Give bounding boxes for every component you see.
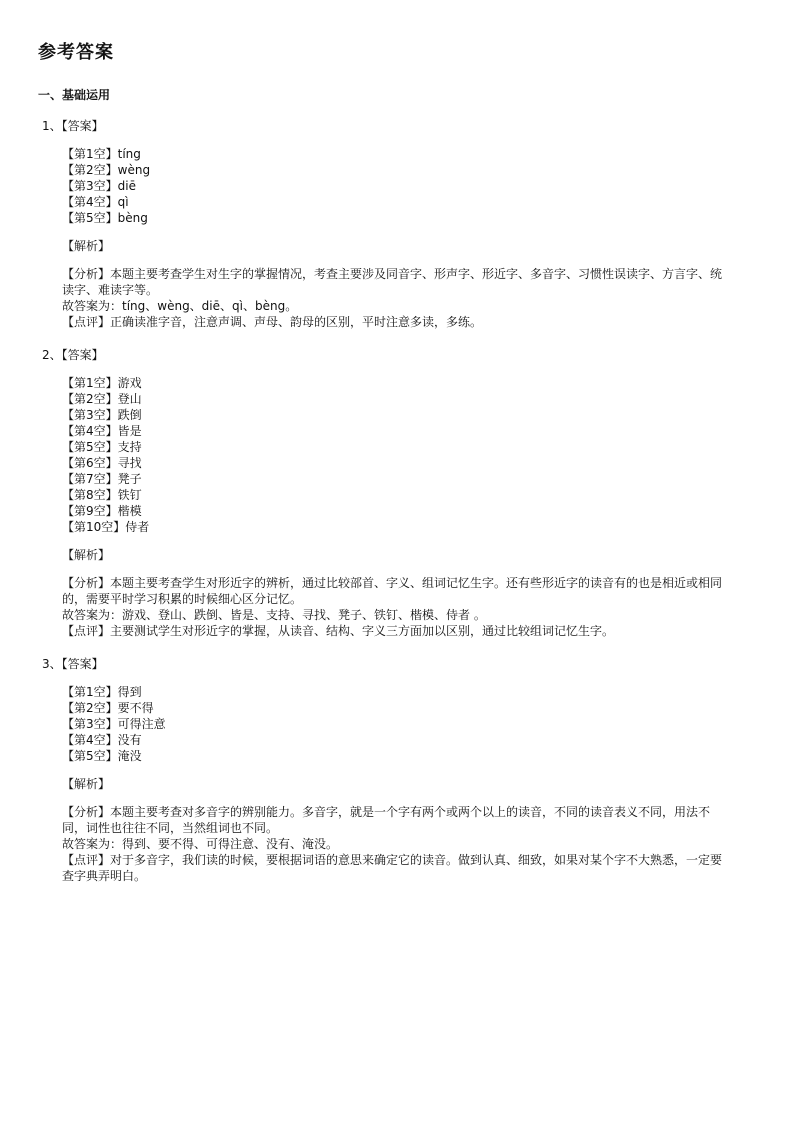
answer-blank-7: 【第7空】凳子 [62, 472, 142, 486]
answer-blank-3: 【第3空】跌倒 [62, 408, 142, 422]
analysis-text: 【分析】本题主要考查学生对生字的掌握情况，考查主要涉及同音字、形声字、形近字、多音字、习惯性误读字、方言字、统读字、难读字等。 [62, 267, 723, 297]
answer-blank-2: 【第2空】要不得 [62, 701, 154, 715]
answer-blank-5: 【第5空】淹没 [62, 749, 142, 763]
answer-blank-2: 【第2空】wèng [62, 163, 151, 177]
comment-text: 【点评】正确读准字音，注意声调、声母、韵母的区别，平时注意多读，多练。 [62, 315, 483, 329]
answer-blank-4: 【第4空】qì [62, 195, 129, 209]
page-title: 参考答案 [38, 42, 114, 63]
answer-blank-8: 【第8空】铁钉 [62, 488, 142, 502]
question-1-header: 1、【答案】 [42, 119, 104, 133]
question-1-body [62, 146, 722, 330]
answer-summary: 故答案为：tíng、wèng、diē、qì、bèng。 [62, 299, 298, 313]
analysis-text: 【分析】本题主要考查对多音字的辨别能力。多音字，就是一个字有两个或两个以上的读音，不同的读音表义不同，用法不同，词性也往往不同，当然组词也不同。 [62, 805, 711, 835]
analysis-label: 【解析】 [62, 548, 111, 562]
answer-summary: 故答案为：游戏、登山、跌倒、皆是、支持、寻找、凳子、铁钉、楷模、侍者 。 [62, 608, 486, 622]
section-heading: 一、基础运用 [38, 88, 111, 102]
question-3-header: 3、【答案】 [42, 657, 104, 671]
answer-blank-1: 【第1空】游戏 [62, 376, 142, 390]
answer-blank-5: 【第5空】支持 [62, 440, 142, 454]
question-3-body [62, 684, 722, 884]
analysis-label: 【解析】 [62, 239, 111, 253]
answer-blank-1: 【第1空】得到 [62, 685, 142, 699]
answer-blank-10: 【第10空】侍者 [62, 520, 150, 534]
answer-blank-6: 【第6空】寻找 [62, 456, 142, 470]
comment-text: 【点评】主要测试学生对形近字的掌握，从读音、结构、字义三方面加以区别，通过比较组词记忆生字。 [62, 624, 615, 638]
answer-blank-3: 【第3空】可得注意 [62, 717, 166, 731]
question-2-header: 2、【答案】 [42, 348, 104, 362]
analysis-label: 【解析】 [62, 777, 111, 791]
answer-blank-4: 【第4空】没有 [62, 733, 142, 747]
answer-blank-9: 【第9空】楷模 [62, 504, 142, 518]
answer-blank-4: 【第4空】皆是 [62, 424, 142, 438]
answer-summary: 故答案为：得到、要不得、可得注意、没有、淹没。 [62, 837, 339, 851]
answer-blank-2: 【第2空】登山 [62, 392, 142, 406]
question-2-body [62, 375, 722, 639]
comment-text: 【点评】对于多音字，我们读的时候，要根据词语的意思来确定它的读音。做到认真、细致，如果对某个字不大熟悉，一定要查字典弄明白。 [62, 853, 723, 883]
answer-blank-3: 【第3空】diē [62, 179, 136, 193]
analysis-text: 【分析】本题主要考查学生对形近字的辨析，通过比较部首、字义、组词记忆生字。还有些形近字的读音有的也是相近或相同的，需要平时学习积累的时候细心区分记忆。 [62, 576, 723, 606]
answer-blank-1: 【第1空】tíng [62, 147, 141, 161]
answer-blank-5: 【第5空】bèng [62, 211, 148, 225]
